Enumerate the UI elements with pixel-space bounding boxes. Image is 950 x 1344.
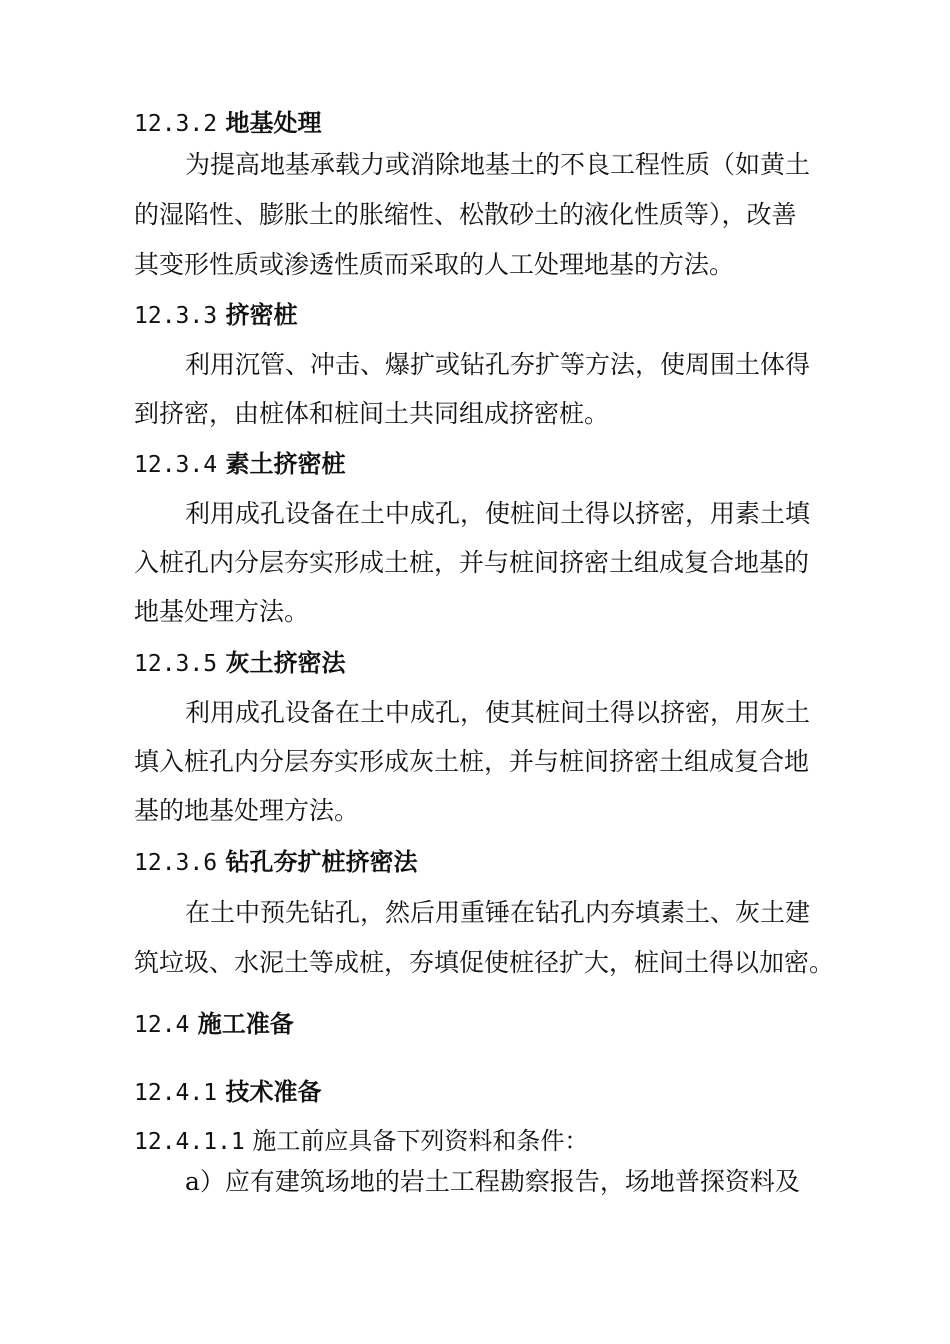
section-title: 灰土挤密法 [225,649,346,677]
section-heading-12-3-2 [134,106,321,141]
list-item-a: a）应有建筑场地的岩土工程勘察报告，场地普探资料及 [185,1167,800,1196]
paragraph-line: 筑垃圾、水泥土等成桩，夯填促使桩径扩大，桩间土得以加密。 [134,948,835,977]
section-heading-12-4 [134,1007,294,1042]
paragraph-line: 为提高地基承载力或消除地基土的不良工程性质（如黄土 [185,150,811,179]
paragraph-line: 其变形性质或渗透性质而采取的人工处理地基的方法。 [134,250,735,279]
section-number: 12.3.2 [134,111,218,137]
paragraph-line: 到挤密，由桩体和桩间土共同组成挤密桩。 [134,399,610,428]
section-heading-12-3-5 [134,646,345,681]
section-title: 钻孔夯扩桩挤密法 [225,848,418,876]
section-number: 12.3.4 [134,452,218,478]
paragraph-line: 利用成孔设备在土中成孔，使其桩间土得以挤密，用灰土 [185,698,811,727]
paragraph-line: 填入桩孔内分层夯实形成灰土桩，并与桩间挤密土组成复合地 [134,747,810,776]
section-number: 12.3.5 [134,651,218,677]
paragraph-line: 利用沉管、冲击、爆扩或钻孔夯扩等方法，使周围土体得 [185,350,811,379]
section-heading-12-3-3 [134,298,297,333]
section-heading-12-3-6 [134,845,417,880]
paragraph-line: 利用成孔设备在土中成孔，使桩间土得以挤密，用素土填 [185,499,811,528]
paragraph-line: 基的地基处理方法。 [134,796,360,825]
section-number: 12.3.6 [134,850,218,876]
section-title: 地基处理 [225,109,322,137]
section-heading-12-4-1 [134,1075,321,1110]
paragraph-line: 地基处理方法。 [134,597,310,626]
section-title: 素土挤密桩 [225,450,346,478]
section-title: 施工准备 [197,1010,294,1038]
subsection-text: 施工前应具备下列资料和条件： [252,1127,589,1155]
section-title: 挤密桩 [225,301,298,329]
section-heading-12-3-4 [134,447,345,482]
paragraph-line: 在土中预先钻孔，然后用重锤在钻孔内夯填素土、灰土建 [185,898,811,927]
section-title: 技术准备 [225,1078,322,1106]
subsection-12-4-1-1 [134,1124,588,1159]
section-number: 12.3.3 [134,303,218,329]
section-number: 12.4 [134,1012,190,1038]
subsection-number: 12.4.1.1 [134,1129,245,1155]
paragraph-line: 入桩孔内分层夯实形成土桩，并与桩间挤密土组成复合地基的 [134,548,810,577]
section-number: 12.4.1 [134,1080,218,1106]
paragraph-line: 的湿陷性、膨胀土的胀缩性、松散砂土的液化性质等），改善 [134,200,797,229]
